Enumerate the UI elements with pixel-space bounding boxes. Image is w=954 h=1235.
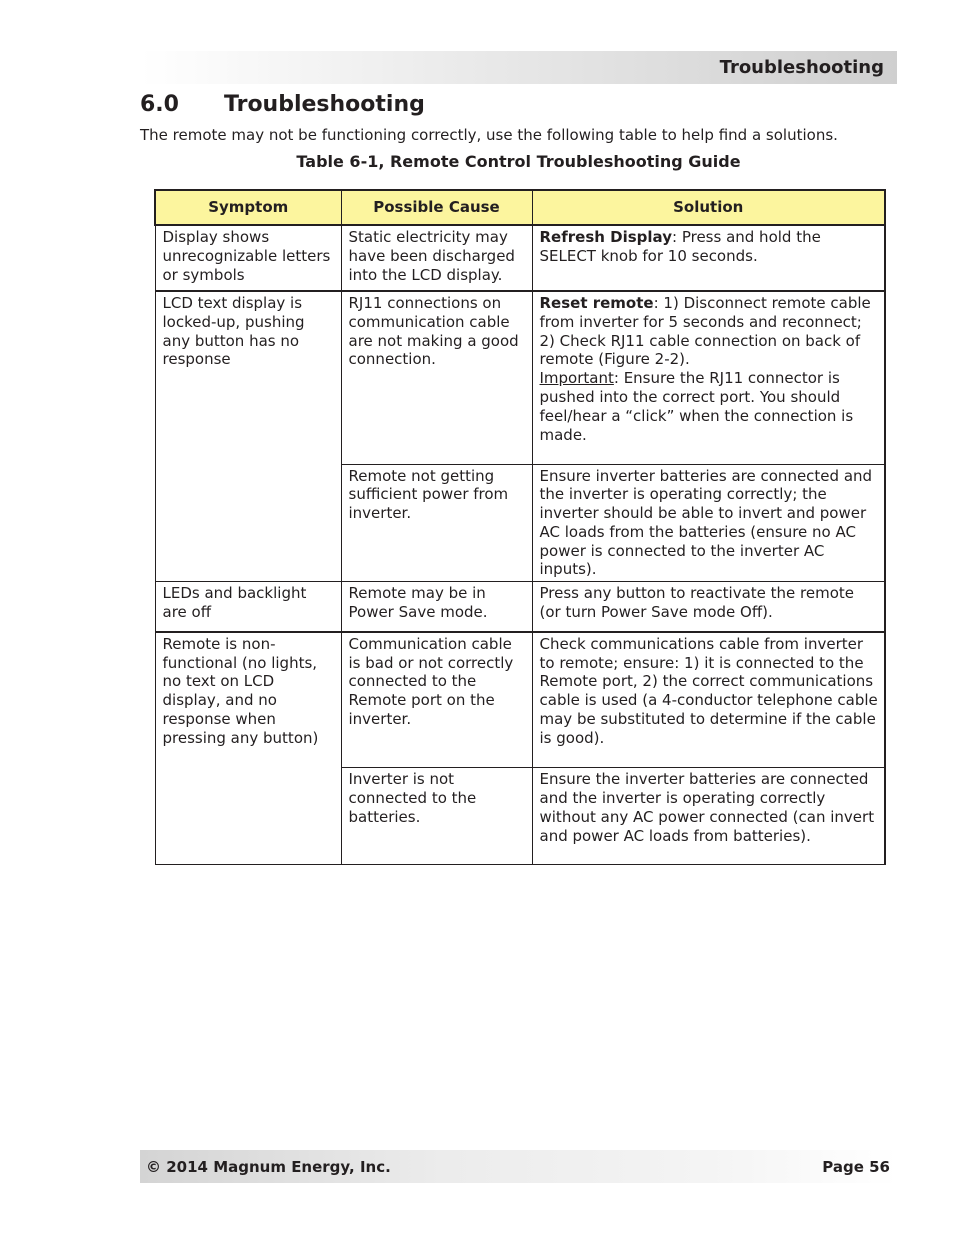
solution-cell: Ensure inverter batteries are connected and the inverter is operating correctly; the inverter should be able to invert and power AC loads from the batteries (ensure no AC power is connected to the inverter AC inputs). <box>532 464 885 582</box>
footer-copyright: © 2014 Magnum Energy, Inc. <box>146 1158 391 1176</box>
cause-cell: RJ11 connections on communication cable are not making a good connection. <box>341 291 532 464</box>
table-row <box>155 632 885 768</box>
solution-text: : 1) Disconnect remote cable from inverter for 5 seconds and reconnect; <box>539 294 871 331</box>
column-header-cause: Possible Cause <box>341 190 532 225</box>
section-number: 6.0 <box>140 92 179 117</box>
troubleshooting-table <box>154 189 886 865</box>
solution-important-label: Important <box>539 369 614 388</box>
section-title <box>140 92 425 117</box>
table-row <box>155 291 885 464</box>
cause-cell: Static electricity may have been discharged into the LCD display. <box>341 225 532 291</box>
table-row <box>155 225 885 291</box>
intro-paragraph: The remote may not be functioning correctly, use the following table to help find a solutions. <box>140 126 838 144</box>
solution-text-line-3: : Ensure the RJ11 connector is pushed into the correct port. You should feel/hear a “click” when the connection is made. <box>539 369 854 444</box>
symptom-cell: Remote is non-functional (no lights, no text on LCD display, and no response when pressing any button) <box>155 632 341 865</box>
solution-cell <box>532 291 885 464</box>
column-header-symptom: Symptom <box>155 190 341 225</box>
symptom-cell: Display shows unrecognizable letters or symbols <box>155 225 341 291</box>
page-header-bar <box>140 51 897 84</box>
header-section-label: Troubleshooting <box>719 57 884 78</box>
table-header-row <box>155 190 885 225</box>
symptom-cell: LEDs and backlight are off <box>155 582 341 632</box>
solution-cell: Press any button to reactivate the remote (or turn Power Save mode Off). <box>532 582 885 632</box>
solution-text-line-2: 2) Check RJ11 cable connection on back of remote (Figure 2-2). <box>539 331 861 369</box>
solution-cell: Ensure the inverter batteries are connected and the inverter is operating correctly without any AC power connected (can invert and power AC loads from batteries). <box>532 768 885 865</box>
solution-text: : Press and hold the SELECT knob for 10 seconds. <box>539 228 821 265</box>
column-header-solution: Solution <box>532 190 885 225</box>
solution-keyword: Reset remote <box>539 294 654 312</box>
table-row <box>155 582 885 632</box>
solution-cell: Check communications cable from inverter to remote; ensure: 1) it is connected to the Remote port, 2) the correct communications cable is used (a 4-conductor telephone cable may be substituted to determine if the cable is good). <box>532 632 885 768</box>
symptom-cell: LCD text display is locked-up, pushing any button has no response <box>155 291 341 582</box>
solution-cell <box>532 225 885 291</box>
cause-cell: Remote may be in Power Save mode. <box>341 582 532 632</box>
footer-page-number: Page 56 <box>822 1158 890 1176</box>
cause-cell: Inverter is not connected to the batteries. <box>341 768 532 865</box>
page-footer-bar <box>140 1150 897 1183</box>
cause-cell: Remote not getting sufficient power from inverter. <box>341 464 532 582</box>
cause-cell: Communication cable is bad or not correctly connected to the Remote port on the inverter. <box>341 632 532 768</box>
table-caption: Table 6-1, Remote Control Troubleshooting Guide <box>296 152 741 171</box>
solution-keyword: Refresh Display <box>539 228 672 246</box>
section-title-text: Troubleshooting <box>224 92 425 117</box>
